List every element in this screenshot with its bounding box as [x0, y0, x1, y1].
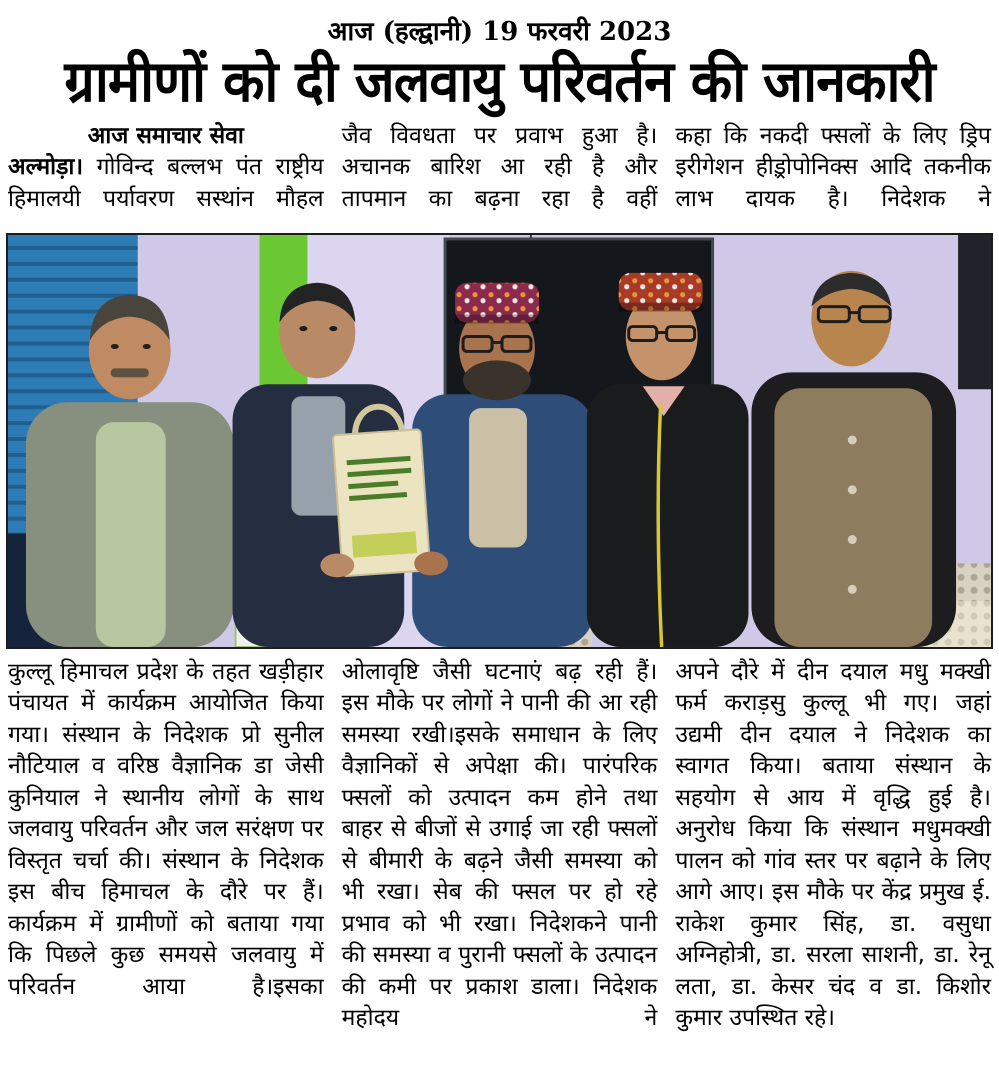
byline: आज समाचार सेवा	[87, 122, 244, 149]
person-3-hand	[414, 551, 448, 575]
bottom-column-1	[8, 657, 324, 1039]
article-bottom-columns	[0, 657, 999, 1039]
event-photo	[6, 233, 993, 649]
bottom-column-3-paragraph: अपने दौरे में दीन दयाल मधु मक्खी फर्म कराड़सु कुल्लू भी गए। जहां उद्यमी दीन दयाल ने निदेशक का स्वागत किया। बताया संस्थान के सहयोग से आय में वृद्धि हुई है। अनुरोध किया कि संस्थान मधुमक्खी पालन को गांव स्तर पर बढ़ाने के लिए आगे आए। इस मौके पर केंद्र प्रमुख ई. राकेश कुमार सिंह, डा. वसुधा अग्निहोत्री, डा. सरला साशनी, डा. रेनू लता, डा. केसर चंद व डा. किशोर कुमार उपस्थित रहे।	[675, 658, 991, 1032]
bottom-column-3	[675, 657, 991, 1039]
person-4-cap	[619, 273, 703, 312]
dateline: आज (हल्द्वानी) 19 फरवरी 2023	[327, 17, 672, 47]
top-column-2	[342, 121, 658, 227]
top-column-3	[675, 121, 991, 227]
bottom-column-1-paragraph: कुल्लू हिमाचल प्रदेश के तहत खड़ीहार पंचायत में कार्यक्रम आयोजित किया गया। संस्थान के निदेशक प्रो सुनील नौटियाल व वरिष्ठ वैज्ञानिक डा जेसी कुनियाल ने स्थानीय लोगों के साथ जलवायु परिवर्तन और जल सरंक्षण पर विस्तृत चर्चा की। संस्थान के निदेशक इस बीच हिमाचल के दौरे पर हैं। कार्यक्रम में ग्रामीणों को बताया गया कि पिछले कुछ समयसे जलवायु में परिवर्तन आया है।इसका	[8, 658, 324, 1000]
top-column-1	[8, 121, 324, 227]
event-photo-scene	[8, 235, 991, 647]
person-2-hand	[320, 553, 354, 577]
headline: ग्रामीणों को दी जलवायु परिवर्तन की जानकारी	[64, 48, 935, 115]
lead-location: अल्मोड़ा।	[8, 154, 84, 181]
person-3-cap	[455, 283, 539, 324]
person-3-beard	[463, 360, 531, 400]
bottom-column-2-paragraph: ओलावृष्टि जैसी घटनाएं बढ़ रही हैं। इस मौके पर लोगों ने पानी की आ रही समस्या रखी।इसके समाधान के लिए वैज्ञानिकों से अपेक्षा की। पारंपरिक फ्सलों को उत्पादन कम होने तथा बाहर से बीजों से उगाई जा रही फ्सलों से बीमारी के बढ़ने जैसी समस्या को भी रखा। सेब की फ्सल पर हो रहे प्रभाव को भी रखा। निदेशकने पानी की समस्या व पुरानी फ्सलों के उत्पादन की कमी पर प्रकाश डाला। निदेशक महोदय ने	[341, 658, 658, 1032]
top-column-1-paragraph	[8, 152, 324, 215]
article-top-columns	[0, 121, 999, 227]
right-dark-strip	[958, 235, 991, 389]
top-column-3-paragraph: कहा कि नकदी फ्सलों के लिए ड्रिप इरीगेशन हीड़्रोपोनिक्स आदि तकनीक लाभ दायक है। निदेशक ने	[675, 122, 991, 212]
bottom-column-2	[342, 657, 658, 1039]
top-column-1-text: गोविन्द बल्लभ पंत राष्ट्रीय हिमालयी पर्यावरण सस्थांन मौहल	[8, 154, 324, 212]
top-column-2-paragraph: जैव विवधता पर प्रवाभ हुआ है। अचानक बारिश आ रही है और तापमान का बढ़ना रहा है वहीं	[341, 122, 658, 212]
person-1-moustache	[111, 368, 149, 377]
